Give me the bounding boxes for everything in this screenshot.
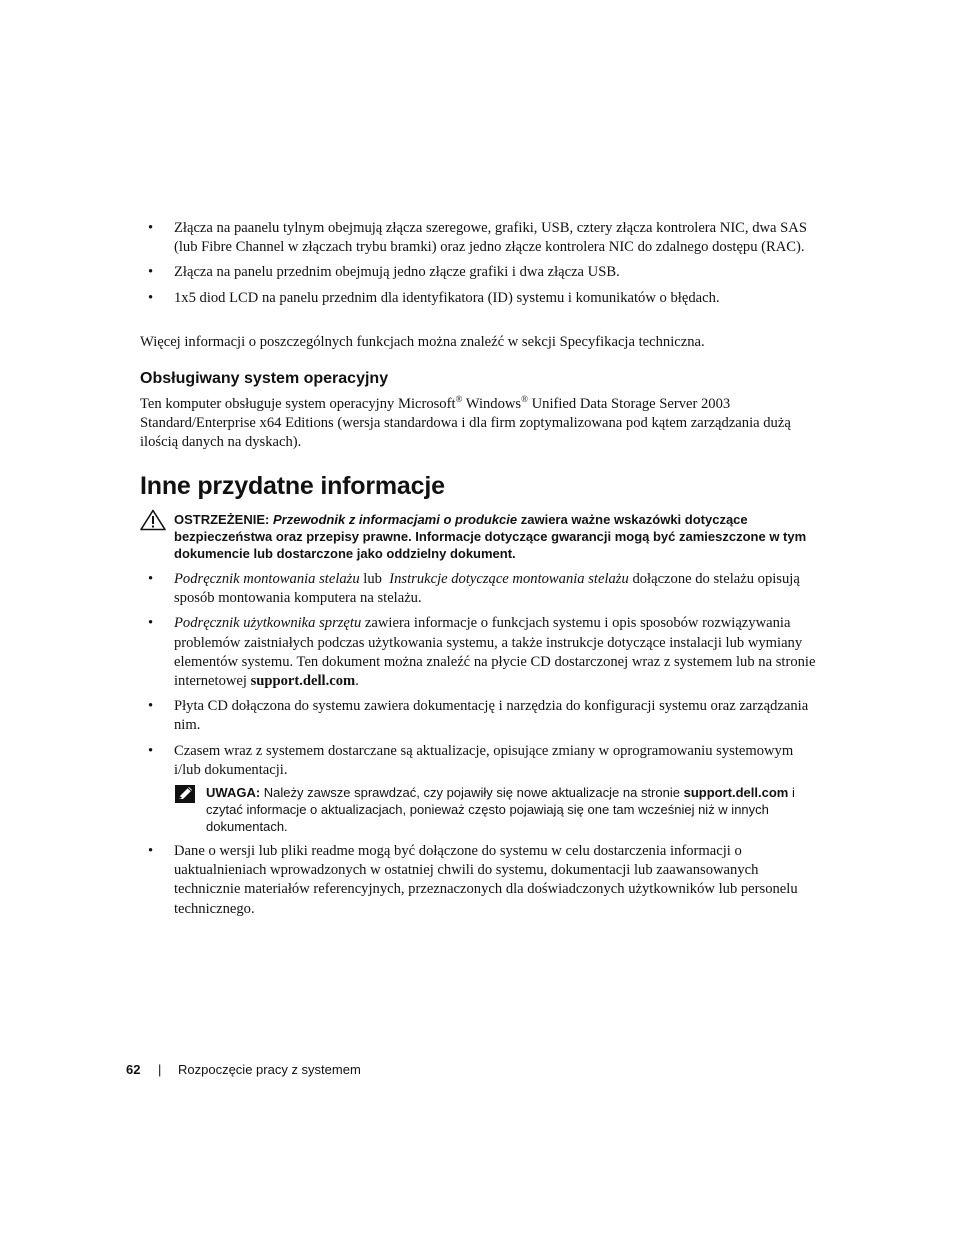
list-item-text: Dane o wersji lub pliki readme mogą być dołączone do systemu w celu dostarczenia informacji o uaktualnieniach wprowadzonych w ostatniej chwili do systemu, dokumentacji lub zaawansowanych technicznie materiałów referencyjnych, przeznaczonych dla doświadczonych użytkowników lub personelu technicznego. bbox=[174, 843, 798, 917]
list-item-text: Czasem wraz z systemem dostarczane są aktualizacje, opisujące zmiany w oprogramowaniu systemowym i/lub dokumentacji. bbox=[174, 742, 794, 778]
bullet-glyph: • bbox=[148, 843, 154, 859]
more-info-paragraph: Więcej informacji o poszczególnych funkcjach można znaleźć w sekcji Specyfikacja techniczna. bbox=[140, 334, 705, 350]
support-link[interactable]: support.dell.com bbox=[683, 785, 789, 800]
page-number: 62 bbox=[126, 1062, 141, 1077]
list-item bbox=[140, 289, 816, 308]
footer-separator: | bbox=[158, 1062, 162, 1077]
doc-title: Podręcznik użytkownika sprzętu bbox=[174, 615, 362, 632]
page-footer bbox=[126, 1062, 361, 1077]
doc-title: Instrukcje dotyczące montowania stelażu bbox=[389, 571, 629, 587]
os-section-paragraph: Ten komputer obsługuje system operacyjny Microsoft® Windows® Unified Data Storage Server 2003 Standard/Enterprise x64 Editions (wersja standardowa i dla firm zoptymalizowana pod kątem zarządzania dużą ilością danych na dyskach). bbox=[140, 394, 791, 451]
bullet-glyph: • bbox=[148, 220, 154, 236]
page-title: Inne przydatne informacje bbox=[140, 472, 445, 500]
list-item bbox=[140, 219, 816, 257]
list-item-text: 1x5 diod LCD na panelu przednim dla identyfikatora (ID) systemu i komunikatów o błędach. bbox=[174, 289, 720, 306]
bullet-glyph: • bbox=[148, 289, 154, 306]
list-item-text: Złącza na paanelu tylnym obejmują złącza szeregowe, grafiki, USB, cztery złącza kontrolera NIC, dwa SAS (lub Fibre Channel w złączach trybu bramki) oraz jedno złącze kontrolera NIC do zdalnego dostępu (RAC). bbox=[174, 220, 807, 256]
pencil-note-icon bbox=[174, 784, 196, 809]
bullet-glyph: • bbox=[148, 571, 154, 587]
list-item: • Podręcznik użytkownika sprzętu zawiera informacje o funkcjach systemu i opis sposobów rozwiązywania problemów zaistniałych podczas użytkowania systemu, a także instrukcje dotyczące instalacji lub wymiany elementów systemu. Ten dokument można znaleźć na płycie CD dostarczonej wraz z systemem lub na stronie internetowej support.dell.com. bbox=[148, 615, 816, 690]
bullet-glyph: • bbox=[148, 698, 154, 715]
bullet-glyph: • bbox=[148, 615, 154, 632]
list-item bbox=[140, 697, 816, 735]
documentation-bullet-list bbox=[140, 570, 816, 780]
os-section-heading: Obsługiwany system operacyjny bbox=[140, 370, 389, 387]
note-text: UWAGA: Należy zawsze sprawdzać, czy pojawiły się nowe aktualizacje na stronie support.dell.com i czytać informacje o aktualizacjach, ponieważ często pojawiają się one tam wcześniej niż w innych dokumentach. bbox=[206, 785, 795, 835]
doc-title: Podręcznik montowania stelażu bbox=[174, 571, 360, 587]
list-item bbox=[140, 742, 816, 780]
documentation-bullet-list-continued bbox=[140, 842, 816, 919]
warning-text: OSTRZEŻENIE: Przewodnik z informacjami o produkcie zawiera ważne wskazówki dotyczące bezpieczeństwa oraz przepisy prawne. Informacje dotyczące gwarancji mogą być zamieszczone w tym dokumencie lub dostarczone jako oddzielny dokument. bbox=[174, 512, 807, 562]
warning-triangle-icon bbox=[140, 509, 166, 536]
bullet-glyph: • bbox=[148, 264, 154, 281]
bullet-glyph: • bbox=[148, 742, 154, 759]
support-link[interactable]: support.dell.com bbox=[250, 673, 356, 690]
feature-bullet-list bbox=[140, 219, 816, 308]
list-item bbox=[140, 263, 816, 282]
list-item-text: Płyta CD dołączona do systemu zawiera dokumentację i narzędzia do konfiguracji systemu oraz zarządzania nim. bbox=[174, 698, 809, 734]
list-item: • Podręcznik montowania stelażu lub Instrukcje dotyczące montowania stelażu dołączone do stelażu opisują sposób montowania komputera na stelażu. bbox=[148, 571, 800, 607]
list-item-text: Złącza na panelu przednim obejmują jedno złącze grafiki i dwa złącza USB. bbox=[174, 264, 620, 281]
registered-mark: ® bbox=[455, 394, 463, 404]
list-item bbox=[140, 842, 816, 919]
warning-label: OSTRZEŻENIE: bbox=[174, 512, 270, 527]
note-label: UWAGA: bbox=[206, 785, 261, 800]
footer-section-title: Rozpoczęcie pracy z systemem bbox=[178, 1062, 361, 1077]
warning-doc-title: Przewodnik z informacjami o produkcie bbox=[272, 512, 518, 527]
registered-mark: ® bbox=[521, 394, 528, 404]
